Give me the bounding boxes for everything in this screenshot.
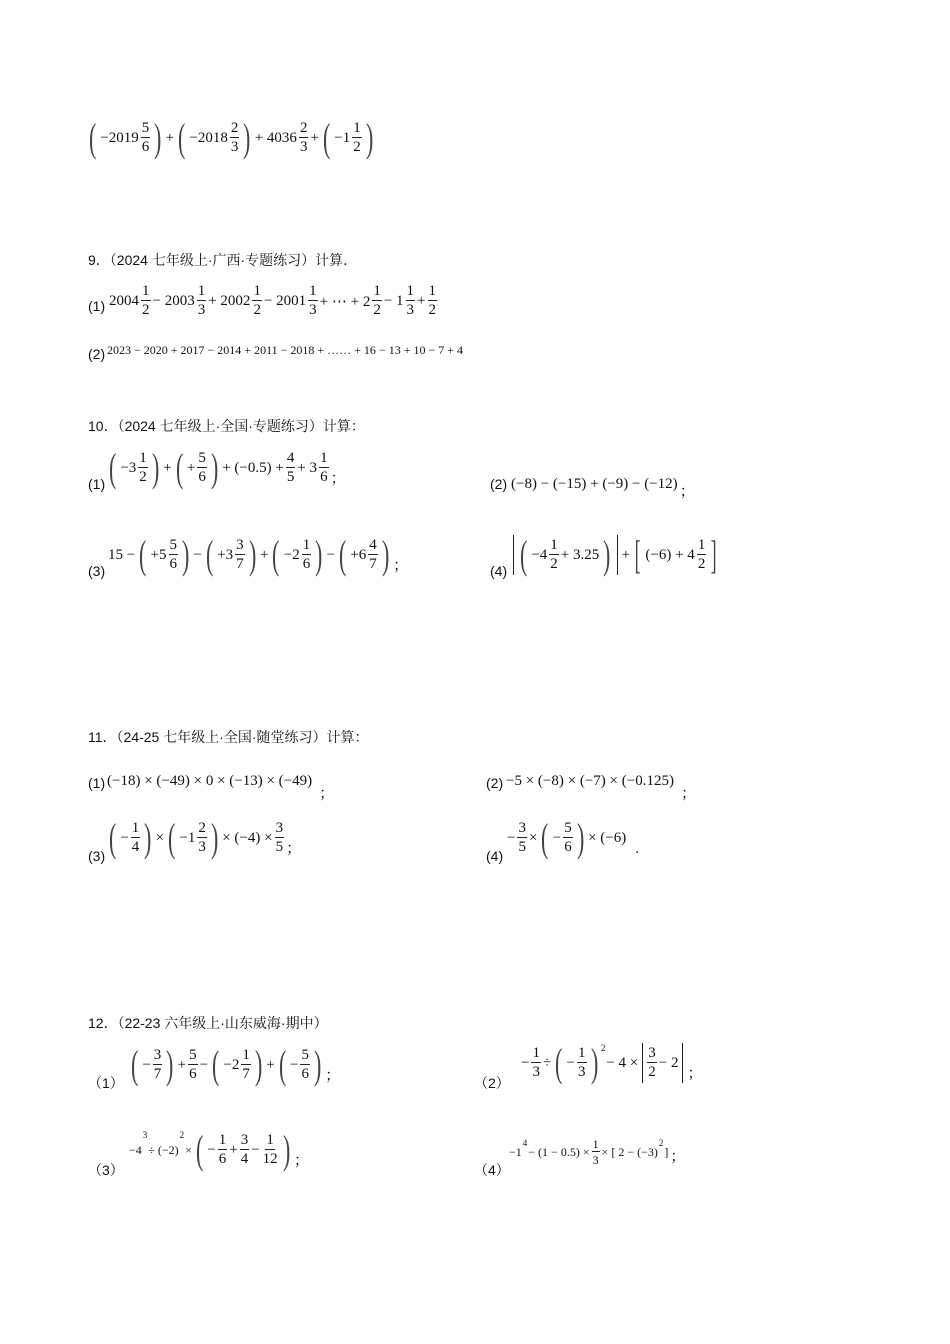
q12-part4-expression: −1 4 − (1 − 0.5) × $\frac{1}{3}$ × [ 2 − (−3) 2 ] ； [509, 1137, 686, 1167]
q10-part1-expression: ( −3 $\frac{1}{2}$ ) + ( + $\frac{5}{6}$ ) + (−0.5) + $\frac{4}{5}$ + 3 $\frac{1}{6}$ ； [108, 445, 346, 490]
fraction: $\frac{5}{6}$ [141, 120, 150, 155]
q11-part3-expression: ( − $\frac{1}{4}$ ) × ( −1 $\frac{2}{3}$ ) × (−4) × $\frac{3}{5}$ ； [108, 815, 302, 860]
q10-part3-expression: 15 − ( +5 $\frac{5}{6}$ ) − ( +3 $\frac{3}{7}$ ) + ( −2 $\frac{1}{6}$ ) − ( +6 $\frac{4}{7}$ ) ； [108, 532, 409, 577]
operator: + [165, 129, 175, 146]
abs-bar [617, 535, 618, 575]
fraction: $\frac{2}{3}$ [299, 120, 308, 155]
q12-part1-expression: ( − $\frac{3}{7}$ ) + $\frac{5}{6}$ − ( −2 $\frac{1}{7}$ ) + ( − $\frac{5}{6}$ ) ； [130, 1042, 341, 1087]
question-9-header: 9．（2024 七年级上·广西·专题练习）计算． [88, 252, 358, 268]
abs-bar [513, 535, 514, 575]
term: + 4036 [254, 129, 297, 146]
question-10-header: 10．（2024 七年级上·全国·专题练习）计算： [88, 418, 365, 434]
fraction: $\frac{2}{3}$ [230, 120, 239, 155]
q10-part4-expression: ( −4 $\frac{1}{2}$ + 3.25 ) + [ (−6) + 4 $\frac{1}{2}$ ] [510, 535, 721, 575]
q11-part1-label: (1) [88, 775, 106, 791]
q11-part4-expression: − $\frac{3}{5}$ × ( − $\frac{5}{6}$ ) × (−6) . [507, 815, 639, 860]
q12-part3-label: （3） [88, 1162, 124, 1178]
q9-part2-expression: 2023 − 2020 + 2017 − 2014 + 2011 − 2018 + …… + 16 − 13 + 10 − 7 + 4 [107, 343, 463, 357]
term: −2019 [100, 129, 139, 146]
question-12-header: 12．（22-23 六年级上·山东威海·期中） [88, 1015, 328, 1031]
q10-part2-label: (2) [490, 476, 508, 492]
q11-part4-label: (4) [486, 848, 504, 864]
q12-part4-label: （4） [474, 1162, 510, 1178]
q12-part2-label: （2） [474, 1075, 510, 1091]
q10-part4-label: (4) [490, 563, 508, 579]
q12-part2-expression: − $\frac{1}{3}$ ÷ ( − $\frac{1}{3}$ ) 2 − 4 × $\frac{3}{2}$ − 2 ； [521, 1040, 703, 1085]
q10-part2-expression: (−8) − (−15) + (−9) − (−12) ； [511, 476, 695, 500]
question-11-header: 11．（24-25 七年级上·全国·随堂练习）计算： [88, 729, 369, 745]
q11-part2-label: (2) [486, 775, 504, 791]
q9-part2-label: (2) [88, 346, 106, 362]
q10-part3-label: (3) [88, 563, 106, 579]
abs-bar [642, 1043, 643, 1083]
q12-part1-label: （1） [88, 1075, 124, 1091]
q11-part1-expression: (−18) × (−49) × 0 × (−13) × (−49) ； [107, 773, 335, 802]
term: −1 [334, 129, 351, 146]
q11-part3-label: (3) [88, 848, 106, 864]
term: −2018 [189, 129, 228, 146]
q9-part1-expression: 2004 $\frac{1}{2}$ − 2003 $\frac{1}{3}$ + 2002 $\frac{1}{2}$ − 2001 $\frac{1}{3}$ + ⋯ + 2 $\frac{1}{2}$ − 1 $\frac{1}{3}$ + $\frac{1}{2}$ [109, 283, 437, 318]
q9-part1-label: (1) [88, 298, 106, 314]
abs-bar [682, 1043, 683, 1083]
operator: + [310, 129, 319, 146]
q10-part1-label: (1) [88, 476, 106, 492]
q11-part2-expression: −5 × (−8) × (−7) × (−0.125) ； [506, 773, 696, 802]
top-expression: ( −2019 $\frac{5}{6}$ ) + ( −2018 $\frac{2}{3}$ ) + 4036 $\frac{2}{3}$ + ( −1 $\frac{1}{2}$ ) [88, 115, 374, 160]
q12-part3-expression: −4 3 ÷ (−2) 2 × ( − $\frac{1}{6}$ + $\frac{3}{4}$ − $\frac{1}{12}$ ) ； [129, 1127, 309, 1172]
fraction: $\frac{1}{2}$ [353, 120, 361, 155]
